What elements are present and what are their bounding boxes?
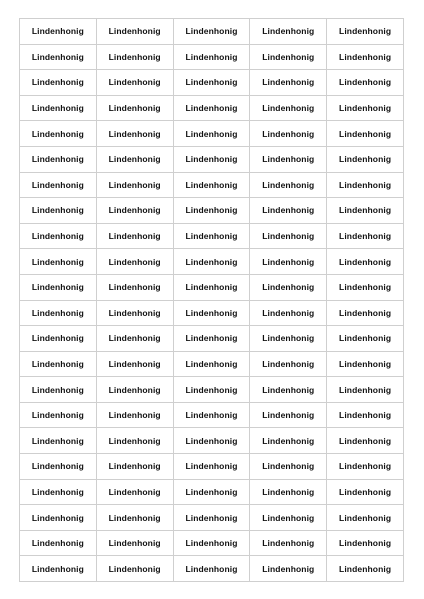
label-text: Lindenhonig bbox=[31, 486, 84, 497]
label-cell bbox=[97, 301, 174, 327]
label-cell bbox=[20, 480, 97, 506]
label-cell bbox=[327, 531, 404, 557]
label-cell bbox=[97, 249, 174, 275]
label-text: Lindenhonig bbox=[31, 307, 84, 318]
label-cell bbox=[20, 224, 97, 250]
label-cell bbox=[97, 505, 174, 531]
label-text: Lindenhonig bbox=[108, 307, 161, 318]
label-cell bbox=[327, 403, 404, 429]
label-text: Lindenhonig bbox=[108, 435, 161, 446]
label-cell bbox=[97, 531, 174, 557]
label-cell bbox=[250, 556, 327, 582]
label-text: Lindenhonig bbox=[185, 282, 238, 293]
label-text: Lindenhonig bbox=[262, 461, 315, 472]
label-cell bbox=[174, 301, 251, 327]
label-cell bbox=[174, 454, 251, 480]
label-text: Lindenhonig bbox=[185, 333, 238, 344]
label-cell bbox=[174, 19, 251, 45]
label-cell bbox=[20, 454, 97, 480]
label-text: Lindenhonig bbox=[339, 154, 392, 165]
label-text: Lindenhonig bbox=[262, 231, 315, 242]
label-text: Lindenhonig bbox=[339, 538, 392, 549]
label-cell bbox=[327, 147, 404, 173]
label-text: Lindenhonig bbox=[108, 51, 161, 62]
label-text: Lindenhonig bbox=[31, 205, 84, 216]
label-cell bbox=[97, 556, 174, 582]
label-text: Lindenhonig bbox=[108, 333, 161, 344]
label-cell bbox=[174, 428, 251, 454]
label-cell bbox=[174, 505, 251, 531]
label-text: Lindenhonig bbox=[185, 358, 238, 369]
label-text: Lindenhonig bbox=[339, 358, 392, 369]
label-cell bbox=[250, 19, 327, 45]
label-text: Lindenhonig bbox=[31, 538, 84, 549]
label-text: Lindenhonig bbox=[262, 77, 315, 88]
label-cell bbox=[250, 224, 327, 250]
label-cell bbox=[174, 121, 251, 147]
label-text: Lindenhonig bbox=[262, 282, 315, 293]
label-text: Lindenhonig bbox=[339, 563, 392, 574]
label-cell bbox=[250, 403, 327, 429]
label-cell bbox=[327, 556, 404, 582]
label-text: Lindenhonig bbox=[262, 333, 315, 344]
label-text: Lindenhonig bbox=[185, 256, 238, 267]
label-text: Lindenhonig bbox=[31, 333, 84, 344]
label-cell bbox=[20, 352, 97, 378]
label-cell bbox=[20, 147, 97, 173]
label-text: Lindenhonig bbox=[262, 384, 315, 395]
label-cell bbox=[327, 326, 404, 352]
label-cell bbox=[97, 19, 174, 45]
label-text: Lindenhonig bbox=[31, 103, 84, 114]
label-cell bbox=[250, 121, 327, 147]
label-cell bbox=[327, 96, 404, 122]
label-cell bbox=[250, 352, 327, 378]
label-cell bbox=[327, 249, 404, 275]
label-text: Lindenhonig bbox=[185, 486, 238, 497]
label-cell bbox=[327, 505, 404, 531]
label-cell bbox=[327, 480, 404, 506]
label-cell bbox=[20, 531, 97, 557]
label-text: Lindenhonig bbox=[185, 538, 238, 549]
label-text: Lindenhonig bbox=[31, 26, 84, 37]
label-cell bbox=[327, 198, 404, 224]
label-text: Lindenhonig bbox=[262, 26, 315, 37]
label-cell bbox=[97, 173, 174, 199]
label-cell bbox=[97, 352, 174, 378]
label-cell bbox=[250, 147, 327, 173]
label-text: Lindenhonig bbox=[339, 179, 392, 190]
label-text: Lindenhonig bbox=[262, 486, 315, 497]
label-cell bbox=[174, 147, 251, 173]
label-cell bbox=[97, 377, 174, 403]
label-cell bbox=[174, 96, 251, 122]
label-cell bbox=[174, 377, 251, 403]
label-cell bbox=[20, 173, 97, 199]
label-cell bbox=[327, 454, 404, 480]
label-cell bbox=[250, 70, 327, 96]
label-cell bbox=[20, 377, 97, 403]
label-cell bbox=[97, 70, 174, 96]
label-cell bbox=[250, 326, 327, 352]
label-text: Lindenhonig bbox=[31, 231, 84, 242]
label-cell bbox=[250, 428, 327, 454]
label-cell bbox=[250, 45, 327, 71]
label-text: Lindenhonig bbox=[108, 384, 161, 395]
label-cell bbox=[174, 45, 251, 71]
label-text: Lindenhonig bbox=[108, 231, 161, 242]
label-cell bbox=[97, 454, 174, 480]
label-cell bbox=[174, 275, 251, 301]
label-text: Lindenhonig bbox=[31, 512, 84, 523]
label-cell bbox=[20, 19, 97, 45]
label-cell bbox=[250, 480, 327, 506]
label-text: Lindenhonig bbox=[262, 410, 315, 421]
label-cell bbox=[20, 198, 97, 224]
label-cell bbox=[20, 428, 97, 454]
label-cell bbox=[250, 531, 327, 557]
label-text: Lindenhonig bbox=[262, 103, 315, 114]
label-text: Lindenhonig bbox=[339, 461, 392, 472]
label-text: Lindenhonig bbox=[262, 179, 315, 190]
label-text: Lindenhonig bbox=[339, 26, 392, 37]
label-text: Lindenhonig bbox=[262, 154, 315, 165]
label-cell bbox=[20, 96, 97, 122]
label-text: Lindenhonig bbox=[108, 410, 161, 421]
label-cell bbox=[327, 19, 404, 45]
label-text: Lindenhonig bbox=[185, 128, 238, 139]
label-text: Lindenhonig bbox=[108, 179, 161, 190]
label-text: Lindenhonig bbox=[31, 435, 84, 446]
label-cell bbox=[20, 249, 97, 275]
label-cell bbox=[20, 121, 97, 147]
label-cell bbox=[97, 428, 174, 454]
label-text: Lindenhonig bbox=[108, 205, 161, 216]
label-text: Lindenhonig bbox=[185, 384, 238, 395]
label-cell bbox=[174, 403, 251, 429]
label-cell bbox=[250, 454, 327, 480]
label-cell bbox=[250, 198, 327, 224]
label-text: Lindenhonig bbox=[262, 358, 315, 369]
label-cell bbox=[97, 326, 174, 352]
label-text: Lindenhonig bbox=[339, 128, 392, 139]
label-text: Lindenhonig bbox=[31, 461, 84, 472]
label-cell bbox=[97, 275, 174, 301]
label-cell bbox=[174, 70, 251, 96]
label-text: Lindenhonig bbox=[339, 231, 392, 242]
label-cell bbox=[327, 377, 404, 403]
label-grid bbox=[19, 18, 404, 582]
label-cell bbox=[20, 45, 97, 71]
label-cell bbox=[174, 326, 251, 352]
label-text: Lindenhonig bbox=[108, 512, 161, 523]
label-text: Lindenhonig bbox=[185, 435, 238, 446]
label-text: Lindenhonig bbox=[108, 154, 161, 165]
label-text: Lindenhonig bbox=[339, 77, 392, 88]
label-cell bbox=[250, 301, 327, 327]
label-text: Lindenhonig bbox=[185, 461, 238, 472]
label-text: Lindenhonig bbox=[108, 26, 161, 37]
label-text: Lindenhonig bbox=[339, 486, 392, 497]
label-text: Lindenhonig bbox=[339, 512, 392, 523]
label-text: Lindenhonig bbox=[262, 51, 315, 62]
label-cell bbox=[20, 275, 97, 301]
label-cell bbox=[97, 96, 174, 122]
label-text: Lindenhonig bbox=[262, 563, 315, 574]
label-text: Lindenhonig bbox=[31, 282, 84, 293]
label-cell bbox=[327, 428, 404, 454]
label-cell bbox=[174, 224, 251, 250]
label-text: Lindenhonig bbox=[339, 307, 392, 318]
label-text: Lindenhonig bbox=[185, 307, 238, 318]
label-text: Lindenhonig bbox=[31, 358, 84, 369]
label-text: Lindenhonig bbox=[185, 179, 238, 190]
label-text: Lindenhonig bbox=[339, 205, 392, 216]
label-cell bbox=[97, 198, 174, 224]
label-cell bbox=[327, 352, 404, 378]
label-text: Lindenhonig bbox=[339, 333, 392, 344]
label-text: Lindenhonig bbox=[262, 205, 315, 216]
label-cell bbox=[327, 45, 404, 71]
label-text: Lindenhonig bbox=[108, 461, 161, 472]
label-cell bbox=[97, 480, 174, 506]
label-text: Lindenhonig bbox=[108, 282, 161, 293]
label-text: Lindenhonig bbox=[262, 512, 315, 523]
label-cell bbox=[327, 301, 404, 327]
label-cell bbox=[20, 326, 97, 352]
label-text: Lindenhonig bbox=[31, 51, 84, 62]
label-cell bbox=[250, 275, 327, 301]
label-text: Lindenhonig bbox=[185, 512, 238, 523]
label-cell bbox=[20, 301, 97, 327]
label-text: Lindenhonig bbox=[185, 51, 238, 62]
label-text: Lindenhonig bbox=[108, 103, 161, 114]
label-text: Lindenhonig bbox=[339, 51, 392, 62]
label-text: Lindenhonig bbox=[185, 563, 238, 574]
label-cell bbox=[174, 173, 251, 199]
label-cell bbox=[327, 173, 404, 199]
label-cell bbox=[250, 505, 327, 531]
label-text: Lindenhonig bbox=[31, 128, 84, 139]
label-text: Lindenhonig bbox=[31, 154, 84, 165]
label-text: Lindenhonig bbox=[31, 77, 84, 88]
label-cell bbox=[174, 531, 251, 557]
label-cell bbox=[20, 403, 97, 429]
label-text: Lindenhonig bbox=[185, 103, 238, 114]
label-text: Lindenhonig bbox=[108, 256, 161, 267]
label-cell bbox=[327, 224, 404, 250]
label-sheet bbox=[19, 18, 404, 582]
label-text: Lindenhonig bbox=[185, 231, 238, 242]
label-cell bbox=[327, 70, 404, 96]
label-text: Lindenhonig bbox=[339, 256, 392, 267]
label-text: Lindenhonig bbox=[185, 410, 238, 421]
label-cell bbox=[174, 352, 251, 378]
label-text: Lindenhonig bbox=[339, 384, 392, 395]
label-text: Lindenhonig bbox=[262, 538, 315, 549]
label-text: Lindenhonig bbox=[339, 435, 392, 446]
label-cell bbox=[250, 96, 327, 122]
label-cell bbox=[20, 70, 97, 96]
label-text: Lindenhonig bbox=[108, 77, 161, 88]
label-text: Lindenhonig bbox=[108, 563, 161, 574]
label-text: Lindenhonig bbox=[31, 179, 84, 190]
label-text: Lindenhonig bbox=[339, 103, 392, 114]
label-cell bbox=[327, 275, 404, 301]
label-cell bbox=[20, 505, 97, 531]
label-text: Lindenhonig bbox=[31, 384, 84, 395]
label-text: Lindenhonig bbox=[185, 205, 238, 216]
label-cell bbox=[97, 45, 174, 71]
label-text: Lindenhonig bbox=[262, 256, 315, 267]
label-cell bbox=[97, 121, 174, 147]
label-cell bbox=[174, 556, 251, 582]
label-cell bbox=[250, 377, 327, 403]
label-text: Lindenhonig bbox=[108, 486, 161, 497]
label-text: Lindenhonig bbox=[185, 154, 238, 165]
label-cell bbox=[97, 403, 174, 429]
label-text: Lindenhonig bbox=[185, 77, 238, 88]
label-text: Lindenhonig bbox=[185, 26, 238, 37]
label-text: Lindenhonig bbox=[339, 282, 392, 293]
label-text: Lindenhonig bbox=[31, 410, 84, 421]
label-text: Lindenhonig bbox=[262, 128, 315, 139]
label-text: Lindenhonig bbox=[31, 563, 84, 574]
label-cell bbox=[327, 121, 404, 147]
label-cell bbox=[250, 173, 327, 199]
label-cell bbox=[20, 556, 97, 582]
label-text: Lindenhonig bbox=[262, 435, 315, 446]
label-text: Lindenhonig bbox=[108, 538, 161, 549]
label-text: Lindenhonig bbox=[31, 256, 84, 267]
label-text: Lindenhonig bbox=[108, 358, 161, 369]
label-cell bbox=[174, 249, 251, 275]
label-cell bbox=[250, 249, 327, 275]
label-text: Lindenhonig bbox=[339, 410, 392, 421]
label-cell bbox=[174, 198, 251, 224]
label-cell bbox=[174, 480, 251, 506]
label-cell bbox=[97, 147, 174, 173]
label-cell bbox=[97, 224, 174, 250]
label-text: Lindenhonig bbox=[262, 307, 315, 318]
label-text: Lindenhonig bbox=[108, 128, 161, 139]
